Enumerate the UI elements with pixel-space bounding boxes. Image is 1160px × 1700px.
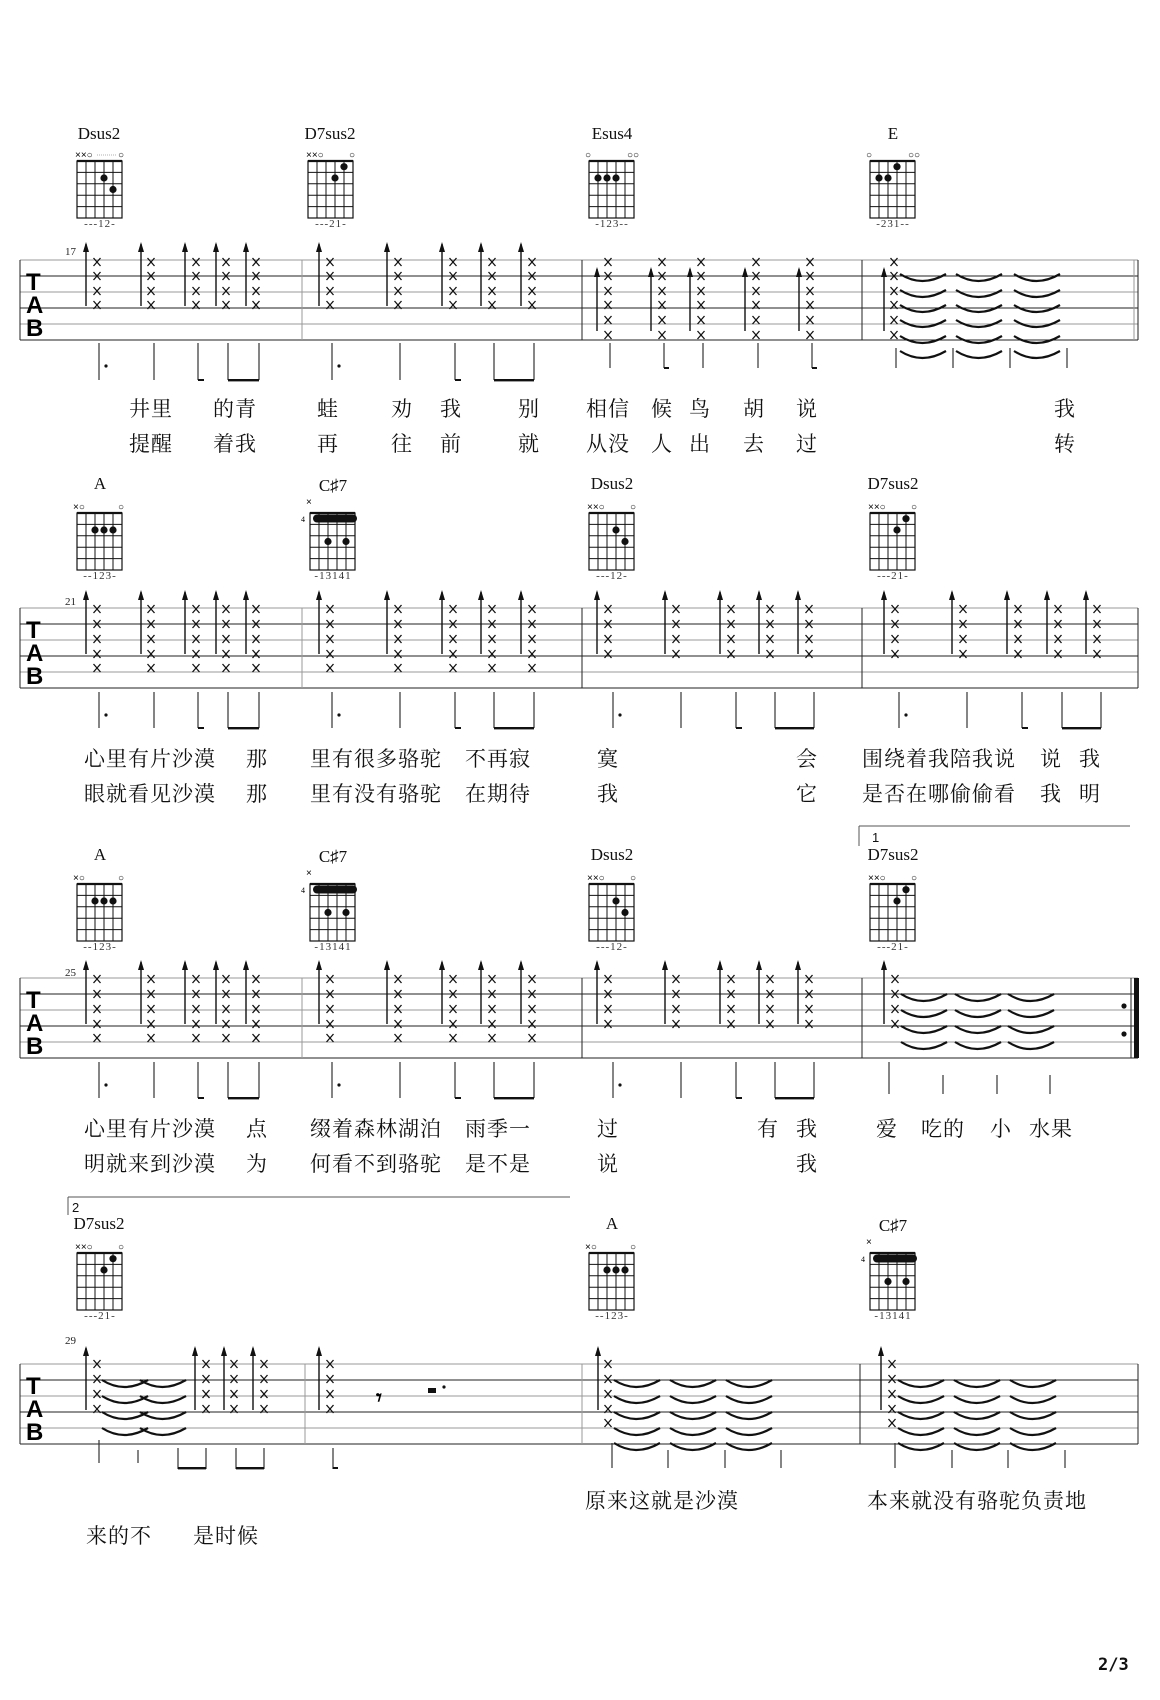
svg-text:○: ○ bbox=[630, 873, 637, 884]
chord-name: Esus4 bbox=[591, 124, 633, 143]
svg-text:○: ○ bbox=[911, 873, 918, 884]
repeat-end-barline bbox=[1134, 978, 1139, 1058]
volta-2-bracket bbox=[68, 1197, 570, 1215]
svg-text:××○: ××○ bbox=[306, 150, 324, 161]
volta-2-label: 2 bbox=[72, 1200, 80, 1215]
lyric: 劝 bbox=[391, 397, 413, 421]
lyric: 的青 bbox=[213, 397, 257, 421]
svg-text:××○: ××○ bbox=[868, 502, 886, 513]
chord-name: D7sus2 bbox=[867, 474, 919, 493]
svg-text:×○: ×○ bbox=[585, 1242, 597, 1253]
lyric: 心里有片沙漠 bbox=[84, 1117, 216, 1141]
lyric: 候 bbox=[651, 397, 673, 421]
chord-fingering: ---21- bbox=[877, 570, 909, 582]
svg-text:B: B bbox=[26, 1033, 44, 1060]
ties bbox=[900, 274, 1060, 358]
lyric: 会 bbox=[796, 747, 818, 771]
chord-diagram-d7sus2 bbox=[306, 150, 355, 218]
chord-fingering: -123-- bbox=[595, 218, 629, 230]
lyric: 在期待 bbox=[465, 782, 531, 806]
chord-fingering: ---12- bbox=[596, 570, 628, 582]
lyric: 点 bbox=[246, 1117, 268, 1141]
chord-fingering: ---12- bbox=[596, 941, 628, 953]
svg-text:○: ○ bbox=[118, 150, 125, 161]
lyric: 就 bbox=[518, 432, 540, 456]
lyric: 着我 bbox=[213, 432, 257, 456]
lyric: 里有很多骆驼 bbox=[310, 747, 442, 771]
lyric: 我 bbox=[796, 1117, 818, 1141]
lyric: 我 bbox=[1079, 747, 1101, 771]
svg-text:B: B bbox=[26, 1419, 44, 1446]
measure-number: 29 bbox=[65, 1335, 76, 1347]
svg-text:×: × bbox=[306, 868, 312, 879]
tab-staff-2 bbox=[20, 590, 1138, 729]
svg-text:○○: ○○ bbox=[908, 150, 921, 161]
svg-text:A: A bbox=[26, 292, 44, 319]
eighth-rest-icon: 𝄾 bbox=[376, 1385, 382, 1411]
lyric: 再 bbox=[317, 432, 339, 456]
lyric: 吃的 bbox=[921, 1117, 965, 1141]
svg-text:4: 4 bbox=[861, 1255, 865, 1264]
svg-text:×○: ×○ bbox=[73, 873, 85, 884]
chord-diagram-csharp7 bbox=[301, 868, 357, 941]
chord-name: A bbox=[605, 1214, 619, 1233]
chord-name: C♯7 bbox=[318, 847, 348, 866]
lyric: 我 bbox=[597, 782, 619, 806]
volta-1-bracket bbox=[859, 826, 1130, 846]
svg-text:××○: ××○ bbox=[868, 873, 886, 884]
svg-text:○: ○ bbox=[118, 502, 125, 513]
chord-fingering: ---12- bbox=[84, 218, 116, 230]
lyric: 说 bbox=[597, 1152, 619, 1176]
page-number: 2/3 bbox=[1098, 1655, 1129, 1675]
svg-text:○: ○ bbox=[349, 150, 356, 161]
lyric: 是不是 bbox=[465, 1152, 531, 1176]
lyric: 它 bbox=[796, 782, 818, 806]
chord-diagram-dsus2 bbox=[587, 502, 636, 570]
svg-text:T: T bbox=[26, 617, 41, 644]
lyric: 去 bbox=[743, 432, 765, 456]
chord-fingering: -13141 bbox=[314, 570, 352, 582]
chord-diagram-e bbox=[866, 150, 920, 218]
tab-staff-3 bbox=[20, 960, 1139, 1099]
svg-text:B: B bbox=[26, 663, 44, 690]
half-rest-icon bbox=[428, 1388, 436, 1393]
chord-fingering: ---21- bbox=[84, 1310, 116, 1322]
lyric: 往 bbox=[391, 432, 413, 456]
svg-text:4: 4 bbox=[301, 886, 305, 895]
svg-text:××○: ××○ bbox=[587, 502, 605, 513]
svg-text:××○: ××○ bbox=[75, 150, 93, 161]
svg-text:A: A bbox=[26, 640, 44, 667]
lyric: 井里 bbox=[129, 397, 173, 421]
svg-text:○: ○ bbox=[118, 1242, 125, 1253]
lyric: 过 bbox=[597, 1117, 619, 1141]
lyric: 出 bbox=[689, 432, 711, 456]
svg-text:B: B bbox=[26, 315, 44, 342]
svg-text:○○: ○○ bbox=[627, 150, 640, 161]
lyric: 我 bbox=[1054, 397, 1076, 421]
lyric: 本来就没有骆驼负责地 bbox=[867, 1489, 1087, 1513]
lyric: 鸟 bbox=[689, 397, 711, 421]
lyric: 心里有片沙漠 bbox=[84, 747, 216, 771]
svg-text:××○: ××○ bbox=[587, 873, 605, 884]
lyric: 雨季一 bbox=[465, 1117, 531, 1141]
lyric: 转 bbox=[1054, 432, 1076, 456]
measure-number: 21 bbox=[65, 596, 76, 608]
chord-fingering: -231-- bbox=[876, 218, 910, 230]
svg-text:×: × bbox=[866, 1237, 872, 1248]
chord-fingering: ---21- bbox=[877, 941, 909, 953]
svg-text:○: ○ bbox=[911, 502, 918, 513]
lyric: 我 bbox=[796, 1152, 818, 1176]
chord-fingering: -13141 bbox=[314, 941, 352, 953]
lyric: 缀着森林湖泊 bbox=[310, 1117, 442, 1141]
lyric: 寞 bbox=[597, 747, 619, 771]
chord-name: C♯7 bbox=[878, 1216, 908, 1235]
svg-text:A: A bbox=[26, 1396, 44, 1423]
lyric: 人 bbox=[651, 432, 673, 456]
svg-text:4: 4 bbox=[301, 515, 305, 524]
svg-text:T: T bbox=[26, 1373, 41, 1400]
chord-name: D7sus2 bbox=[73, 1214, 125, 1233]
lyric: 不再寂 bbox=[465, 747, 531, 771]
chord-name: Dsus2 bbox=[590, 474, 634, 493]
chord-name: E bbox=[887, 124, 899, 143]
measure-number: 17 bbox=[65, 246, 76, 258]
tab-staff-1 bbox=[20, 242, 1138, 381]
chord-name: D7sus2 bbox=[304, 124, 356, 143]
lyric: 明 bbox=[1079, 782, 1101, 806]
lyric: 从没 bbox=[586, 432, 630, 456]
tab-staff-4 bbox=[20, 1346, 1138, 1469]
chord-fingering: ---21- bbox=[315, 218, 347, 230]
chord-diagram-d7sus2 bbox=[868, 873, 917, 941]
lyric: 围绕着我陪我说 bbox=[862, 747, 1016, 771]
chord-diagram-dsus2 bbox=[587, 873, 636, 941]
lyric: 是时候 bbox=[193, 1524, 259, 1548]
chord-name: A bbox=[93, 474, 107, 493]
lyric: 爱 bbox=[876, 1117, 898, 1141]
svg-text:T: T bbox=[26, 269, 41, 296]
chord-fingering: --123- bbox=[595, 1310, 629, 1322]
lyric: 蛙 bbox=[317, 397, 339, 421]
svg-text:T: T bbox=[26, 987, 41, 1014]
chord-name: C♯7 bbox=[318, 476, 348, 495]
chord-fingering: --123- bbox=[83, 941, 117, 953]
chord-fingering: --123- bbox=[83, 570, 117, 582]
lyric: 说 bbox=[796, 397, 818, 421]
lyric: 相信 bbox=[586, 397, 630, 421]
lyric: 过 bbox=[796, 432, 818, 456]
chord-diagram-csharp7 bbox=[301, 497, 357, 570]
lyric: 小 bbox=[990, 1117, 1012, 1141]
chord-name: A bbox=[93, 845, 107, 864]
lyric: 别 bbox=[518, 397, 540, 421]
chord-name: Dsus2 bbox=[77, 124, 121, 143]
lyric: 前 bbox=[440, 432, 462, 456]
lyric: 说 bbox=[1040, 747, 1062, 771]
chord-diagram-esus4 bbox=[585, 150, 639, 218]
lyric: 水果 bbox=[1029, 1117, 1073, 1141]
chord-diagram-d7sus2 bbox=[868, 502, 917, 570]
lyric: 何看不到骆驼 bbox=[310, 1152, 442, 1176]
svg-text:○: ○ bbox=[630, 1242, 637, 1253]
lyric: 里有没有骆驼 bbox=[310, 782, 442, 806]
svg-text:×: × bbox=[306, 497, 312, 508]
chord-diagram-dsus2 bbox=[75, 150, 124, 218]
lyric: 那 bbox=[246, 782, 268, 806]
volta-1-label: 1 bbox=[872, 830, 880, 845]
svg-text:○: ○ bbox=[866, 150, 873, 161]
svg-text:A: A bbox=[26, 1010, 44, 1037]
chord-name: D7sus2 bbox=[867, 845, 919, 864]
svg-text:×○: ×○ bbox=[73, 502, 85, 513]
lyric: 原来这就是沙漠 bbox=[585, 1489, 739, 1513]
lyric: 明就来到沙漠 bbox=[84, 1152, 216, 1176]
chord-diagram-csharp7 bbox=[861, 1237, 917, 1310]
chord-diagram-d7sus2 bbox=[75, 1242, 124, 1310]
svg-text:○: ○ bbox=[585, 150, 592, 161]
lyric: 是否在哪偷偷看 bbox=[862, 782, 1016, 806]
lyric: 我 bbox=[1040, 782, 1062, 806]
svg-text:○: ○ bbox=[118, 873, 125, 884]
chord-fingering: -13141 bbox=[874, 1310, 912, 1322]
rhythm-stems bbox=[99, 343, 1067, 380]
lyric: 来的不 bbox=[86, 1524, 152, 1548]
lyric: 提醒 bbox=[129, 432, 173, 456]
svg-text:○: ○ bbox=[630, 502, 637, 513]
svg-text:××○: ××○ bbox=[75, 1242, 93, 1253]
lyric: 那 bbox=[246, 747, 268, 771]
lyric: 眼就看见沙漠 bbox=[84, 782, 216, 806]
chord-diagram-a bbox=[73, 873, 124, 941]
measure-number: 25 bbox=[65, 967, 76, 979]
lyric: 我 bbox=[440, 397, 462, 421]
lyric: 有 bbox=[757, 1117, 779, 1141]
chord-diagram-a bbox=[585, 1242, 636, 1310]
lyric: 为 bbox=[246, 1152, 268, 1176]
chord-name: Dsus2 bbox=[590, 845, 634, 864]
chord-diagram-a bbox=[73, 502, 124, 570]
lyric: 胡 bbox=[743, 397, 765, 421]
